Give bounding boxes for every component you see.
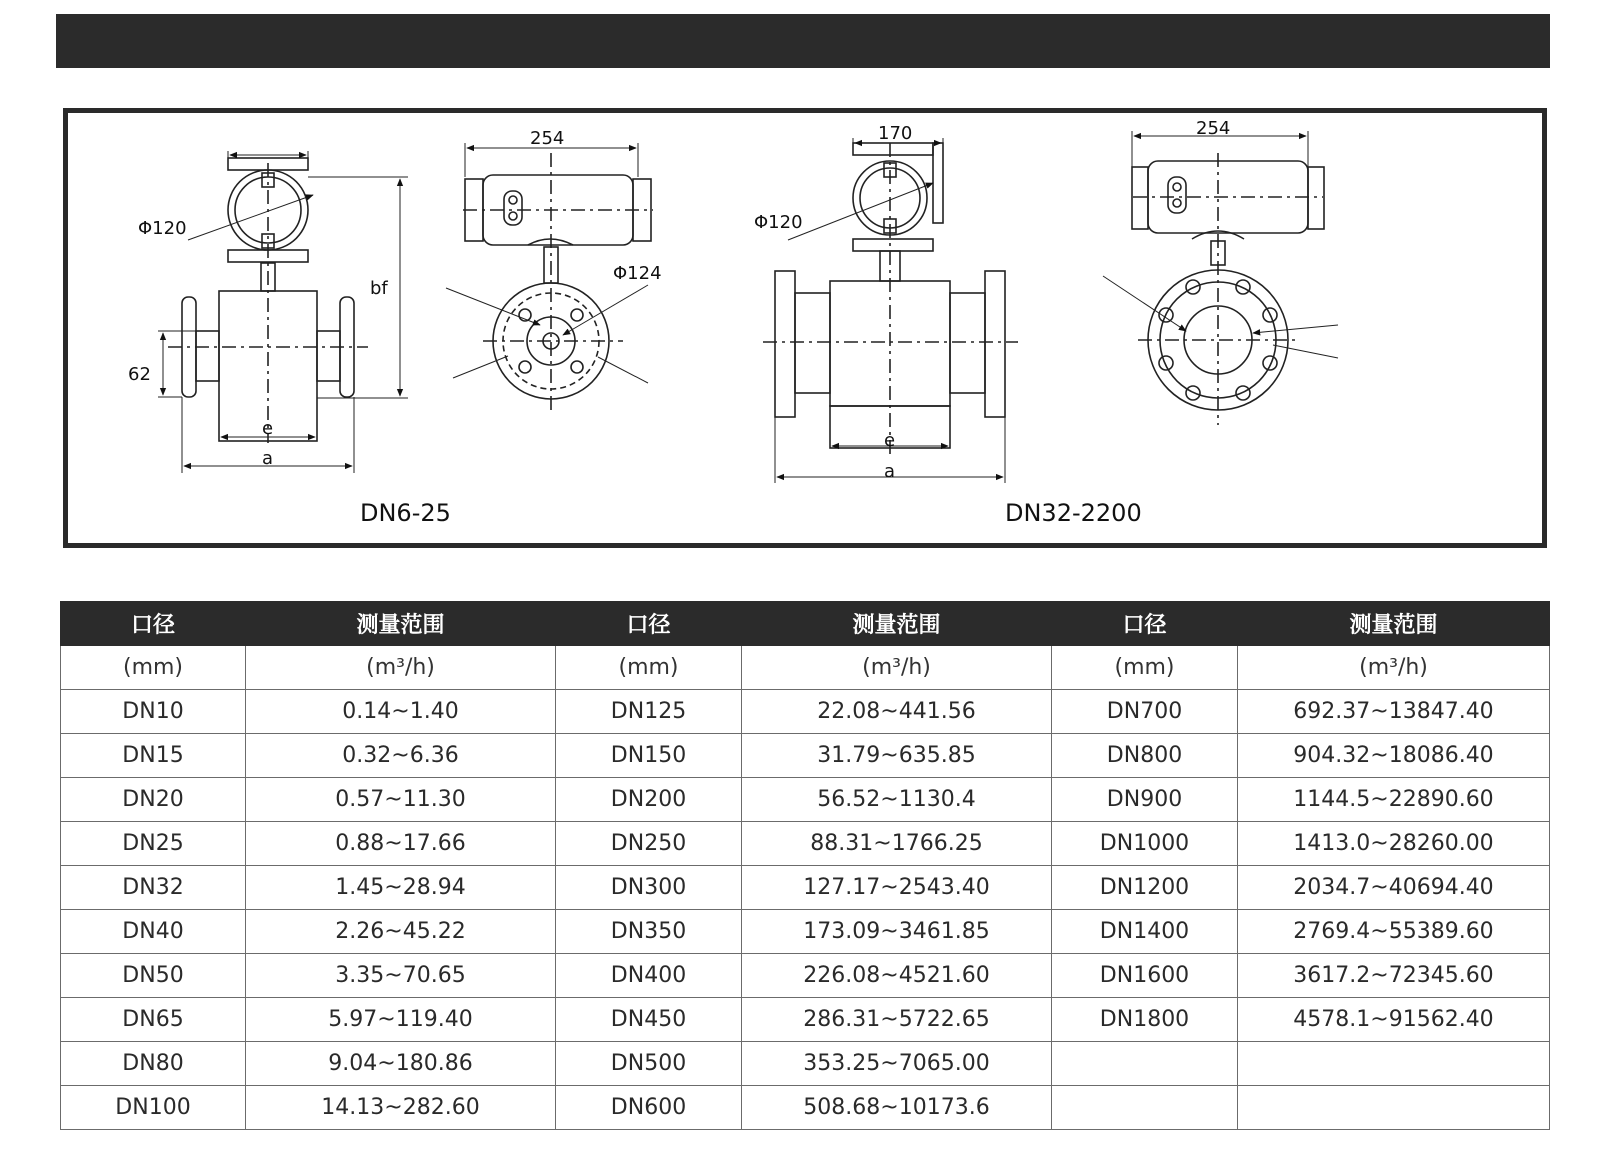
dim-d3-a: a: [884, 461, 896, 482]
dim-d3-width: 170: [878, 123, 913, 144]
table-cell: DN50: [61, 954, 246, 998]
unit-cell: (m³/h): [1238, 646, 1550, 690]
small-meter-front-view: [158, 151, 408, 473]
large-meter-side-view: [1103, 131, 1338, 425]
header-diameter-1: 口径: [61, 602, 246, 646]
table-cell: 1144.5~22890.60: [1238, 778, 1550, 822]
dim-d1-e: e: [262, 418, 274, 439]
table-cell: DN80: [61, 1042, 246, 1086]
model-label-small: DN6-25: [360, 499, 451, 527]
table-cell: DN40: [61, 910, 246, 954]
table-cell: DN800: [1052, 734, 1238, 778]
dim-d3-e: e: [884, 430, 896, 451]
table-cell: DN400: [556, 954, 742, 998]
table-cell: [1052, 1042, 1238, 1086]
table-cell: 226.08~4521.60: [742, 954, 1052, 998]
table-cell: 22.08~441.56: [742, 690, 1052, 734]
table-row: [61, 866, 1550, 910]
table-cell: DN10: [61, 690, 246, 734]
table-cell: 0.32~6.36: [246, 734, 556, 778]
header-diameter-2: 口径: [556, 602, 742, 646]
dim-d1-a: a: [262, 448, 274, 469]
table-cell: 4578.1~91562.40: [1238, 998, 1550, 1042]
table-cell: 9.04~180.86: [246, 1042, 556, 1086]
table-cell: 2034.7~40694.40: [1238, 866, 1550, 910]
table-cell: DN1400: [1052, 910, 1238, 954]
header-range-3: 测量范围: [1238, 602, 1550, 646]
table-cell: 508.68~10173.6: [742, 1086, 1052, 1130]
table-unit-row: [61, 646, 1550, 690]
table-cell: DN1000: [1052, 822, 1238, 866]
unit-cell: (m³/h): [742, 646, 1052, 690]
table-cell: DN1800: [1052, 998, 1238, 1042]
table-cell: 2.26~45.22: [246, 910, 556, 954]
table-cell: 31.79~635.85: [742, 734, 1052, 778]
table-row: [61, 822, 1550, 866]
dim-d3-phi: Φ120: [754, 212, 803, 233]
table-row: [61, 954, 1550, 998]
table-row: [61, 734, 1550, 778]
table-cell: DN100: [61, 1086, 246, 1130]
table-row: [61, 910, 1550, 954]
table-cell: 88.31~1766.25: [742, 822, 1052, 866]
table-cell: 1.45~28.94: [246, 866, 556, 910]
header-range-2: 测量范围: [742, 602, 1052, 646]
table-cell: DN15: [61, 734, 246, 778]
dimension-drawing-panel: [63, 108, 1547, 548]
table-cell: DN450: [556, 998, 742, 1042]
table-cell: DN20: [61, 778, 246, 822]
dimension-drawings: [68, 113, 1542, 543]
table-cell: DN600: [556, 1086, 742, 1130]
table-cell: 0.57~11.30: [246, 778, 556, 822]
table-cell: DN200: [556, 778, 742, 822]
table-cell: 56.52~1130.4: [742, 778, 1052, 822]
table-cell: 692.37~13847.40: [1238, 690, 1550, 734]
dim-d4-width: 254: [1196, 118, 1231, 139]
unit-cell: (mm): [1052, 646, 1238, 690]
table-row: [61, 778, 1550, 822]
table-cell: [1238, 1086, 1550, 1130]
table-cell: 0.14~1.40: [246, 690, 556, 734]
table-cell: DN65: [61, 998, 246, 1042]
table-cell: DN250: [556, 822, 742, 866]
table-cell: 353.25~7065.00: [742, 1042, 1052, 1086]
header-bar: [56, 14, 1550, 68]
header-range-1: 测量范围: [246, 602, 556, 646]
table-cell: 1413.0~28260.00: [1238, 822, 1550, 866]
table-cell: 3617.2~72345.60: [1238, 954, 1550, 998]
table-cell: DN900: [1052, 778, 1238, 822]
table-header-row: [61, 602, 1550, 646]
table-cell: [1052, 1086, 1238, 1130]
table-cell: DN500: [556, 1042, 742, 1086]
table-cell: 127.17~2543.40: [742, 866, 1052, 910]
table-cell: DN350: [556, 910, 742, 954]
table-cell: 2769.4~55389.60: [1238, 910, 1550, 954]
table-cell: 173.09~3461.85: [742, 910, 1052, 954]
table-row: [61, 690, 1550, 734]
table-cell: 286.31~5722.65: [742, 998, 1052, 1042]
dim-d1-62: 62: [128, 364, 151, 385]
table-cell: 5.97~119.40: [246, 998, 556, 1042]
table-cell: DN1200: [1052, 866, 1238, 910]
table-cell: DN32: [61, 866, 246, 910]
table-cell: [1238, 1042, 1550, 1086]
table-row: [61, 998, 1550, 1042]
table-cell: DN125: [556, 690, 742, 734]
table-row: [61, 1042, 1550, 1086]
model-label-large: DN32-2200: [1005, 499, 1142, 527]
flow-range-table: [60, 601, 1550, 1130]
table-cell: DN25: [61, 822, 246, 866]
table-cell: 0.88~17.66: [246, 822, 556, 866]
dim-d1-phi: Φ120: [138, 218, 187, 239]
unit-cell: (m³/h): [246, 646, 556, 690]
table-cell: 904.32~18086.40: [1238, 734, 1550, 778]
table-cell: DN1600: [1052, 954, 1238, 998]
dim-d2-phi: Φ124: [613, 263, 662, 284]
table-row: [61, 1086, 1550, 1130]
dim-d1-bf: bf: [370, 278, 388, 299]
table-cell: DN150: [556, 734, 742, 778]
unit-cell: (mm): [61, 646, 246, 690]
unit-cell: (mm): [556, 646, 742, 690]
dim-d2-width: 254: [530, 128, 565, 149]
table-cell: DN300: [556, 866, 742, 910]
header-diameter-3: 口径: [1052, 602, 1238, 646]
table-cell: 3.35~70.65: [246, 954, 556, 998]
table-cell: 14.13~282.60: [246, 1086, 556, 1130]
table-cell: DN700: [1052, 690, 1238, 734]
